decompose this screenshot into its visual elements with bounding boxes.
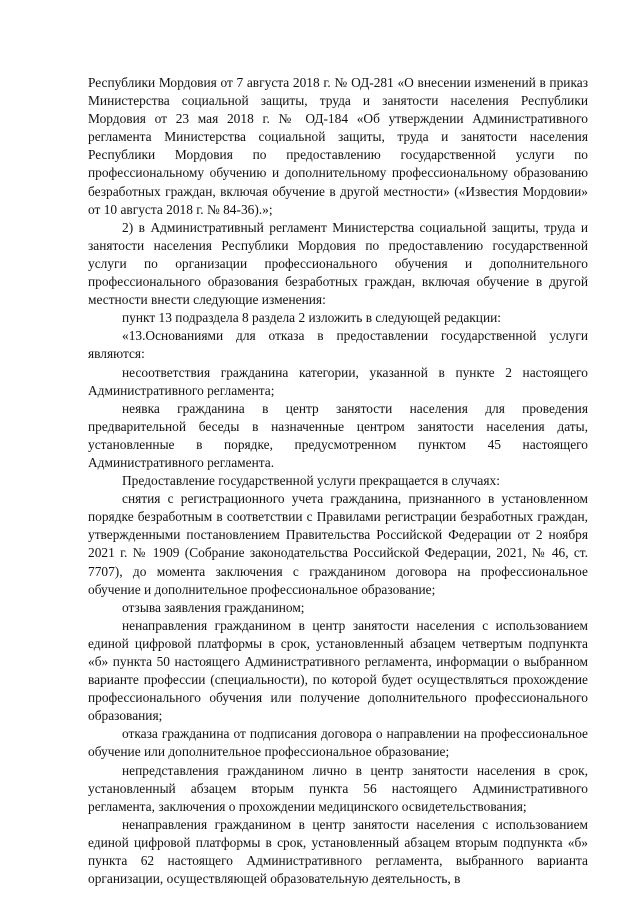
paragraph-termination-case-6: ненаправления гражданином в центр занятости населения с использованием единой цифровой платформы в срок, установленный абзацем вторым подпункта «б» пункта 62 настоящего Административного регламента, выбранного варианта организации, осуществляющей образовательную деятельность, в: [88, 816, 588, 887]
paragraph-refusal-ground-1: несоответствия гражданина категории, указанной в пункте 2 настоящего Административного регламента;: [88, 364, 588, 398]
paragraph-termination-case-3: ненаправления гражданином в центр занятости населения с использованием единой цифровой платформы в срок, установленный абзацем четвертым подпункта «б» пункта 50 настоящего Административного регламента, информации о выбранном варианте профессии (специальности), по которой будет осуществляться прохождение профессионального обучения или получение дополнительного профессионального образования;: [88, 617, 588, 724]
paragraph-item-2: 2) в Административный регламент Министерства социальной защиты, труда и занятости населения Республики Мордовия по предоставлению государственной услуги по организации профессионального обучения и дополнительного профессионального образования безработных граждан, включая обучение в другой местности внести следующие изменения:: [88, 219, 588, 308]
paragraph-continuation: Республики Мордовия от 7 августа 2018 г. № ОД-281 «О внесении изменений в приказ Министерства социальной защиты, труда и занятости населения Республики Мордовия от 23 мая 2018 г. № ОД-184 «Об утверждении Административного регламента Министерства социальной защиты, труда и занятости населения Республики Мордовия по предоставлению государственной услуги по профессиональному обучению и дополнительному профессиональному образованию безработных граждан, включая обучение в другой местности» («Известия Мордовии» от 10 августа 2018 г. № 84-36).»;: [88, 75, 588, 217]
paragraph-point-13-instruction: пункт 13 подраздела 8 раздела 2 изложить в следующей редакции:: [122, 310, 502, 326]
paragraph-termination-case-4: отказа гражданина от подписания договора о направлении на профессиональное обучение или дополнительное профессиональное образование;: [88, 726, 588, 760]
paragraph-refusal-ground-2: неявка гражданина в центр занятости населения для проведения предварительной беседы в назначенные центром занятости населения даты, установленные в порядке, предусмотренном пунктом 45 настоящего Административного регламента.: [88, 400, 588, 470]
document-body: [88, 74, 588, 888]
paragraph-termination-heading: Предоставление государственной услуги прекращается в случаях:: [122, 473, 500, 489]
paragraph-termination-case-1: снятия с регистрационного учета гражданина, признанного в установленном порядке безработным в соответствии с Правилами регистрации безработных граждан, утвержденными постановлением Правительства Российской Федерации от 2 ноября 2021 г. № 1909 (Собрание законодательства Российской Федерации, 2021, № 46, ст. 7707), до момента заключения с гражданином договора на профессиональное обучение и дополнительное профессиональное образование;: [88, 491, 588, 597]
paragraph-termination-case-2: отзыва заявления гражданином;: [122, 599, 305, 615]
paragraph-point-13-heading: «13.Основаниями для отказа в предоставлении государственной услуги являются:: [88, 328, 588, 362]
paragraph-termination-case-5: непредставления гражданином лично в центр занятости населения в срок, установленный абзацем вторым пункта 56 настоящего Административного регламента, заключения о прохождении медицинского освидетельствования;: [88, 762, 588, 814]
